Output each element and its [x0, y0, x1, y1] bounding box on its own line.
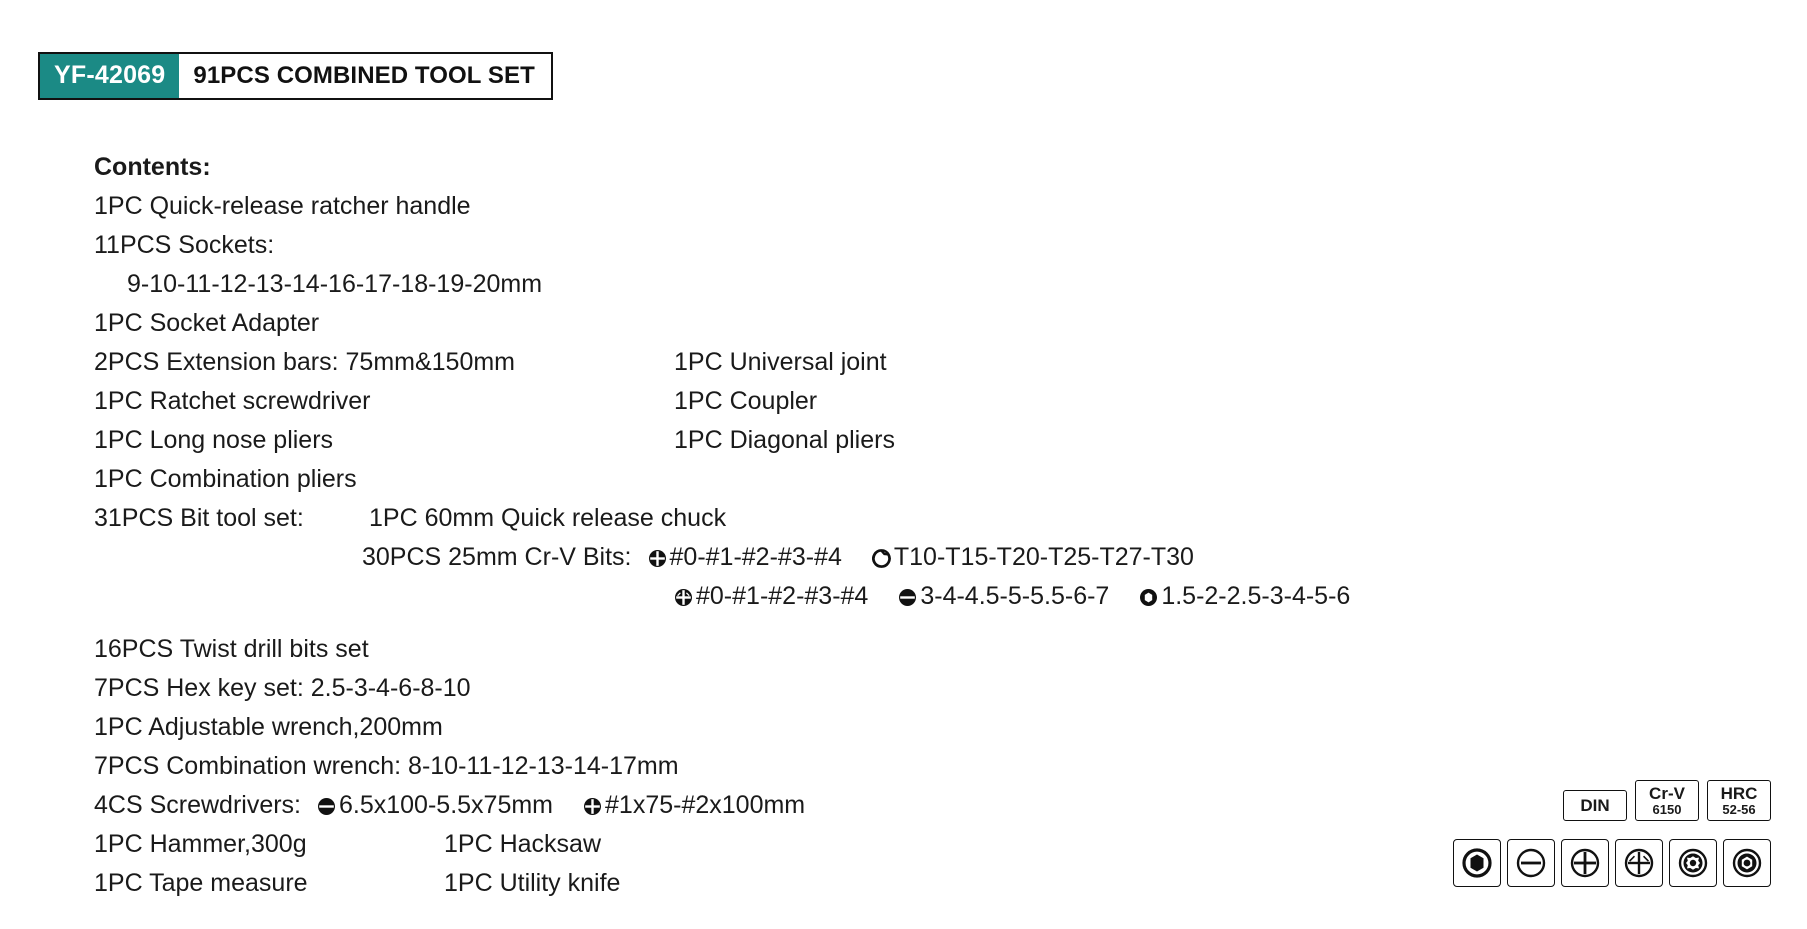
content-line	[94, 708, 1654, 747]
standard-badge-hrc	[1707, 780, 1771, 821]
product-header	[38, 52, 553, 100]
standard-badge-din	[1563, 790, 1627, 821]
slotted-bit-icon-box	[1507, 839, 1555, 887]
slotted-bit-icon	[317, 797, 336, 816]
content-line	[94, 825, 1654, 864]
standard-badge-line1: HRC	[1720, 784, 1758, 803]
content-line	[94, 343, 1654, 382]
product-code: YF-42069	[40, 54, 179, 98]
torx-bit-icon	[872, 549, 891, 568]
phillips-bit-icon	[583, 797, 602, 816]
content-line	[94, 382, 1654, 421]
standard-badge-line1: DIN	[1580, 796, 1610, 815]
content-line	[94, 304, 1654, 343]
content-line-text: 1PC Adjustable wrench,200mm	[94, 713, 443, 741]
screwdrivers-label: 4CS Screwdrivers:	[94, 791, 301, 819]
content-line-text: 16PCS Twist drill bits set	[94, 635, 369, 663]
phillips-sizes-text: #0-#1-#2-#3-#4	[669, 543, 842, 571]
torx-sizes-text: T10-T15-T20-T25-T27-T30	[893, 543, 1194, 571]
product-title: 91PCS COMBINED TOOL SET	[193, 61, 535, 89]
slotted-bit-icon	[1516, 848, 1546, 878]
slotted-sizes-text: 3-4-4.5-5-5.5-6-7	[920, 582, 1110, 610]
content-line	[94, 864, 1654, 903]
phillips-screwdriver-sizes: #1x75-#2x100mm	[605, 791, 806, 819]
content-line	[94, 460, 1654, 499]
content-line-text-secondary: 1PC Utility knife	[444, 869, 621, 897]
content-line	[94, 747, 1654, 786]
bit-tool-set-line	[94, 499, 1654, 538]
pozidriv-sizes-text: #0-#1-#2-#3-#4	[696, 582, 869, 610]
screwdrivers-line	[94, 786, 1654, 825]
hex-socket-icon	[1462, 848, 1492, 878]
content-line	[94, 187, 1654, 226]
content-line	[94, 265, 1654, 304]
slotted-bit-icon	[898, 588, 917, 607]
content-line	[94, 226, 1654, 265]
standard-badge-line2: 6150	[1652, 802, 1682, 817]
bit-type-icon-row	[1453, 839, 1771, 887]
content-line-text: 1PC Combination pliers	[94, 465, 357, 493]
bits-row-2-content	[674, 577, 1350, 616]
hex-socket-icon-box	[1453, 839, 1501, 887]
bits-row-2	[94, 577, 1654, 616]
bits-row-1	[94, 538, 1654, 577]
phillips-bit-icon	[648, 549, 667, 568]
standard-badge-line2: 52-56	[1722, 802, 1756, 817]
hex-bit-icon	[1732, 848, 1762, 878]
content-line-text: 1PC Hammer,300g	[94, 830, 307, 858]
standard-badge-crv	[1635, 780, 1699, 821]
bits-row-1-content	[362, 538, 1194, 577]
contents-heading: Contents:	[94, 153, 211, 181]
content-line-text: 1PC Long nose pliers	[94, 426, 334, 454]
phillips-bit-icon	[1570, 848, 1600, 878]
contents-block	[94, 148, 1654, 903]
content-line-text: 7PCS Combination wrench: 8-10-11-12-13-14-17mm	[94, 752, 679, 780]
bits-sub-label: 30PCS 25mm Cr-V Bits:	[362, 543, 632, 571]
standards-badges	[1563, 780, 1771, 821]
slotted-screwdriver-sizes: 6.5x100-5.5x75mm	[339, 791, 554, 819]
hex-bit-icon-box	[1723, 839, 1771, 887]
content-line-text: 2PCS Extension bars: 75mm&150mm	[94, 348, 516, 376]
content-line-text-secondary: 1PC Coupler	[674, 387, 818, 415]
socket-sizes-text: 9-10-11-12-13-14-16-17-18-19-20mm	[127, 270, 543, 298]
pozidriv-bit-icon-box	[1615, 839, 1663, 887]
content-line-text: 1PC Tape measure	[94, 869, 308, 897]
content-line-text: 7PCS Hex key set: 2.5-3-4-6-8-10	[94, 674, 471, 702]
bit-tool-set-label: 31PCS Bit tool set:	[94, 504, 304, 532]
content-line-text-secondary: 1PC Universal joint	[674, 348, 887, 376]
content-line-text: 1PC Socket Adapter	[94, 309, 320, 337]
content-line	[94, 630, 1654, 669]
pozidriv-bit-icon	[1624, 848, 1654, 878]
torx-bit-icon-box	[1669, 839, 1717, 887]
content-line-text-secondary: 1PC Hacksaw	[444, 830, 601, 858]
content-line-text-secondary: 1PC Diagonal pliers	[674, 426, 895, 454]
content-line	[94, 669, 1654, 708]
content-line-text: 11PCS Sockets:	[94, 231, 275, 259]
contents-heading-line	[94, 148, 1654, 187]
pozidriv-bit-icon	[674, 588, 693, 607]
standard-badge-line1: Cr-V	[1649, 784, 1685, 803]
hex-bit-icon	[1139, 588, 1158, 607]
torx-bit-icon	[1678, 848, 1708, 878]
screwdrivers-content	[94, 786, 805, 825]
content-line-text: 1PC Ratchet screwdriver	[94, 387, 371, 415]
hex-sizes-text: 1.5-2-2.5-3-4-5-6	[1161, 582, 1351, 610]
phillips-bit-icon-box	[1561, 839, 1609, 887]
quick-release-chuck-text: 1PC 60mm Quick release chuck	[369, 504, 727, 532]
content-line-text: 1PC Quick-release ratcher handle	[94, 192, 471, 220]
spacer	[94, 616, 1654, 630]
content-line	[94, 421, 1654, 460]
